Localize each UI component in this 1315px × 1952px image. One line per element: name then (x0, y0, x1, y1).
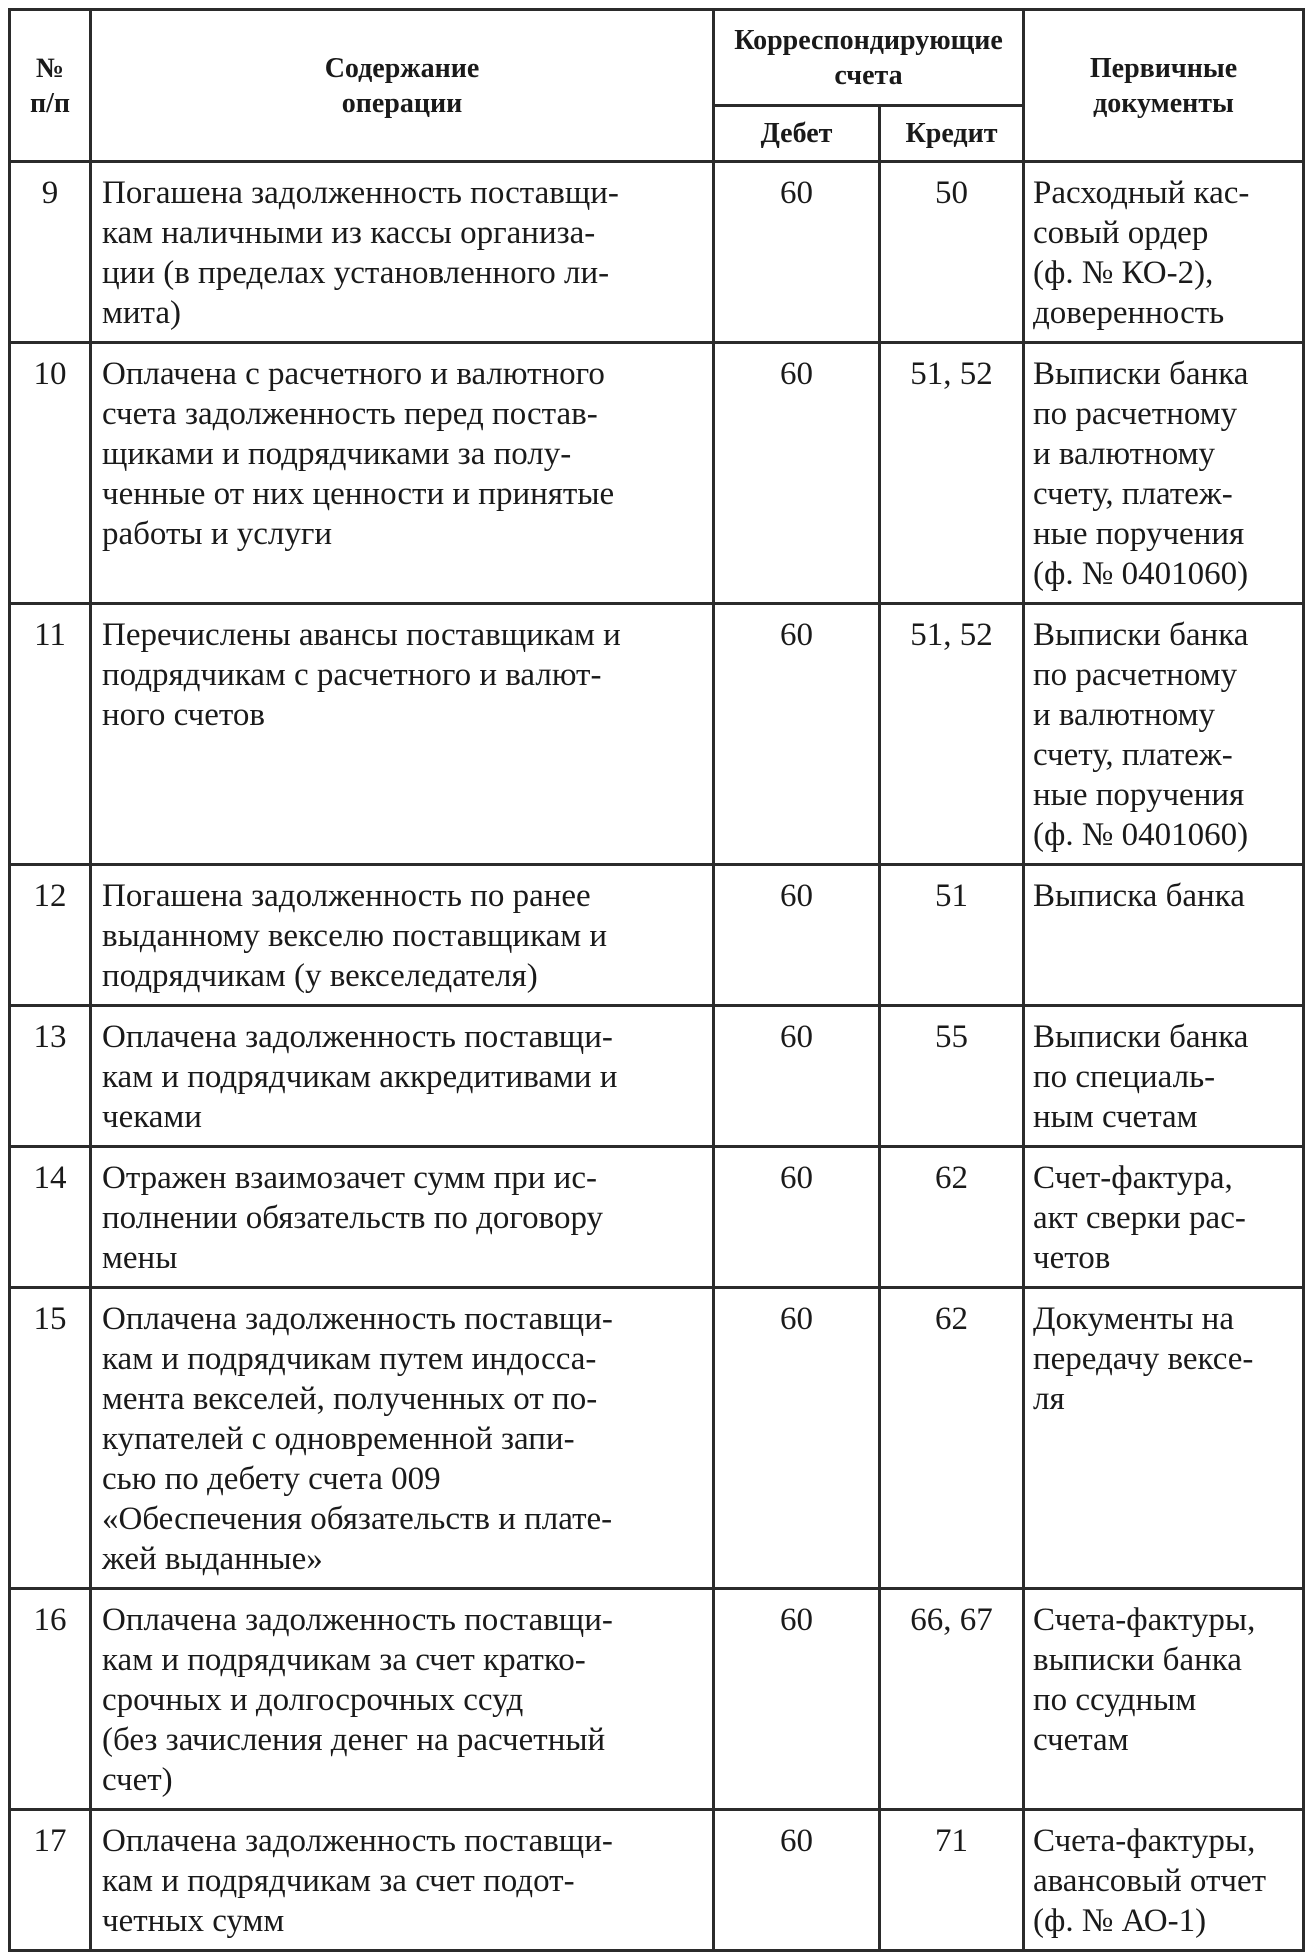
content-line: счета задолженность перед постав- (102, 396, 598, 432)
document-line: по расчетному (1033, 657, 1238, 693)
table-header (10, 10, 1304, 162)
content-line: выданному векселю поставщикам и (102, 918, 608, 954)
content-line: счет) (102, 1762, 173, 1798)
operation-content (91, 1810, 714, 1951)
content-line: кам и подрядчикам аккредитивами и (102, 1059, 618, 1095)
operation-content (91, 1589, 714, 1810)
content-line: (без зачисления денег на расчетный (102, 1722, 606, 1758)
content-line: мита) (102, 295, 182, 331)
header-num: № п/п (10, 10, 91, 162)
operation-content (91, 604, 714, 865)
content-line: кам и подрядчикам путем индосса- (102, 1341, 597, 1377)
table-row (10, 865, 1304, 1006)
table-row (10, 1288, 1304, 1589)
table-body (10, 162, 1304, 1951)
primary-documents (1024, 865, 1304, 1006)
document-line: счету, платеж- (1033, 476, 1233, 512)
operation-content (91, 343, 714, 604)
content-line: Отражен взаимозачет сумм при ис- (102, 1160, 597, 1196)
header-corresponding-accounts: Корреспондирующие счета (714, 10, 1024, 106)
document-line: и валютному (1033, 697, 1216, 733)
content-line: Оплачена задолженность поставщи- (102, 1602, 613, 1638)
primary-documents (1024, 343, 1304, 604)
debit-account: 60 (714, 604, 880, 865)
document-line: (ф. № 0401060) (1033, 556, 1249, 592)
document-line: Выписки банка (1033, 356, 1249, 392)
content-line: «Обеспечения обязательств и плате- (102, 1501, 613, 1537)
content-line: четных сумм (102, 1903, 285, 1939)
content-line: Погашена задолженность по ранее (102, 878, 591, 914)
operation-content (91, 1288, 714, 1589)
debit-account: 60 (714, 1288, 880, 1589)
document-line: авансовый отчет (1033, 1863, 1267, 1899)
credit-account: 55 (880, 1006, 1024, 1147)
table-row (10, 1006, 1304, 1147)
primary-documents (1024, 1147, 1304, 1288)
primary-documents (1024, 1006, 1304, 1147)
credit-account: 62 (880, 1147, 1024, 1288)
row-number: 13 (10, 1006, 91, 1147)
content-line: щиками и подрядчиками за полу- (102, 436, 572, 472)
content-line: полнении обязательств по договору (102, 1200, 604, 1236)
document-line: Документы на (1033, 1301, 1234, 1337)
row-number: 16 (10, 1589, 91, 1810)
row-number: 10 (10, 343, 91, 604)
operation-content (91, 865, 714, 1006)
content-line: купателей с одновременной запи- (102, 1421, 575, 1457)
row-number: 17 (10, 1810, 91, 1951)
header-debit: Дебет (714, 106, 880, 162)
document-line: Выписки банка (1033, 1019, 1249, 1055)
content-line: Оплачена с расчетного и валютного (102, 356, 605, 392)
primary-documents (1024, 162, 1304, 343)
document-page (8, 8, 1302, 1952)
content-line: сью по дебету счета 009 (102, 1461, 441, 1497)
row-number: 11 (10, 604, 91, 865)
document-line: ные поручения (1033, 516, 1245, 552)
content-line: кам и подрядчикам за счет кратко- (102, 1642, 586, 1678)
document-line: (ф. № АО-1) (1033, 1903, 1207, 1939)
row-number: 12 (10, 865, 91, 1006)
content-line: жей выданные» (102, 1541, 323, 1577)
document-line: и валютному (1033, 436, 1216, 472)
credit-account: 51, 52 (880, 604, 1024, 865)
operation-content (91, 1147, 714, 1288)
content-line: ченные от них ценности и принятые (102, 476, 615, 512)
credit-account: 51 (880, 865, 1024, 1006)
document-line: Счета-фактуры, (1033, 1823, 1256, 1859)
debit-account: 60 (714, 343, 880, 604)
header-content: Содержание операции (91, 10, 714, 162)
operation-content (91, 162, 714, 343)
primary-documents (1024, 604, 1304, 865)
content-line: Погашена задолженность поставщи- (102, 175, 619, 211)
table-row (10, 1589, 1304, 1810)
credit-account: 71 (880, 1810, 1024, 1951)
content-line: подрядчикам с расчетного и валют- (102, 657, 602, 693)
table-row (10, 343, 1304, 604)
content-line: ции (в пределах установленного ли- (102, 255, 610, 291)
primary-documents (1024, 1589, 1304, 1810)
credit-account: 50 (880, 162, 1024, 343)
content-line: подрядчикам (у векселедателя) (102, 958, 538, 994)
document-line: ля (1033, 1381, 1065, 1417)
debit-account: 60 (714, 1006, 880, 1147)
document-line: (ф. № КО-2), (1033, 255, 1214, 291)
primary-documents (1024, 1810, 1304, 1951)
debit-account: 60 (714, 1589, 880, 1810)
credit-account: 66, 67 (880, 1589, 1024, 1810)
row-number: 15 (10, 1288, 91, 1589)
row-number: 14 (10, 1147, 91, 1288)
document-line: Выписки банка (1033, 617, 1249, 653)
table-row (10, 1810, 1304, 1951)
document-line: доверенность (1033, 295, 1225, 331)
content-line: Оплачена задолженность поставщи- (102, 1301, 613, 1337)
content-line: кам и подрядчикам за счет подот- (102, 1863, 575, 1899)
table-row (10, 1147, 1304, 1288)
table-row (10, 604, 1304, 865)
debit-account: 60 (714, 162, 880, 343)
document-line: ные поручения (1033, 777, 1245, 813)
accounting-entries-table (8, 8, 1305, 1952)
content-line: Оплачена задолженность поставщи- (102, 1823, 613, 1859)
document-line: Выписка банка (1033, 878, 1245, 914)
document-line: по специаль- (1033, 1059, 1216, 1095)
document-line: ным счетам (1033, 1099, 1198, 1135)
content-line: Перечислены авансы поставщикам и (102, 617, 621, 653)
debit-account: 60 (714, 1810, 880, 1951)
content-line: мены (102, 1240, 178, 1276)
document-line: Счета-фактуры, (1033, 1602, 1256, 1638)
content-line: срочных и долгосрочных ссуд (102, 1682, 524, 1718)
document-line: выписки банка (1033, 1642, 1242, 1678)
document-line: счету, платеж- (1033, 737, 1233, 773)
primary-documents (1024, 1288, 1304, 1589)
header-primary-documents: Первичные документы (1024, 10, 1304, 162)
content-line: Оплачена задолженность поставщи- (102, 1019, 613, 1055)
document-line: счетам (1033, 1722, 1129, 1758)
document-line: совый ордер (1033, 215, 1209, 251)
header-credit: Кредит (880, 106, 1024, 162)
content-line: кам наличными из кассы организа- (102, 215, 596, 251)
document-line: четов (1033, 1240, 1111, 1276)
document-line: передачу вексе- (1033, 1341, 1254, 1377)
row-number: 9 (10, 162, 91, 343)
document-line: по ссудным (1033, 1682, 1197, 1718)
document-line: (ф. № 0401060) (1033, 817, 1249, 853)
operation-content (91, 1006, 714, 1147)
table-row (10, 162, 1304, 343)
content-line: мента векселей, полученных от по- (102, 1381, 598, 1417)
document-line: Счет-фактура, (1033, 1160, 1233, 1196)
content-line: чеками (102, 1099, 202, 1135)
document-line: акт сверки рас- (1033, 1200, 1246, 1236)
credit-account: 51, 52 (880, 343, 1024, 604)
debit-account: 60 (714, 865, 880, 1006)
document-line: Расходный кас- (1033, 175, 1250, 211)
content-line: ного счетов (102, 697, 265, 733)
credit-account: 62 (880, 1288, 1024, 1589)
debit-account: 60 (714, 1147, 880, 1288)
content-line: работы и услуги (102, 516, 333, 552)
document-line: по расчетному (1033, 396, 1238, 432)
